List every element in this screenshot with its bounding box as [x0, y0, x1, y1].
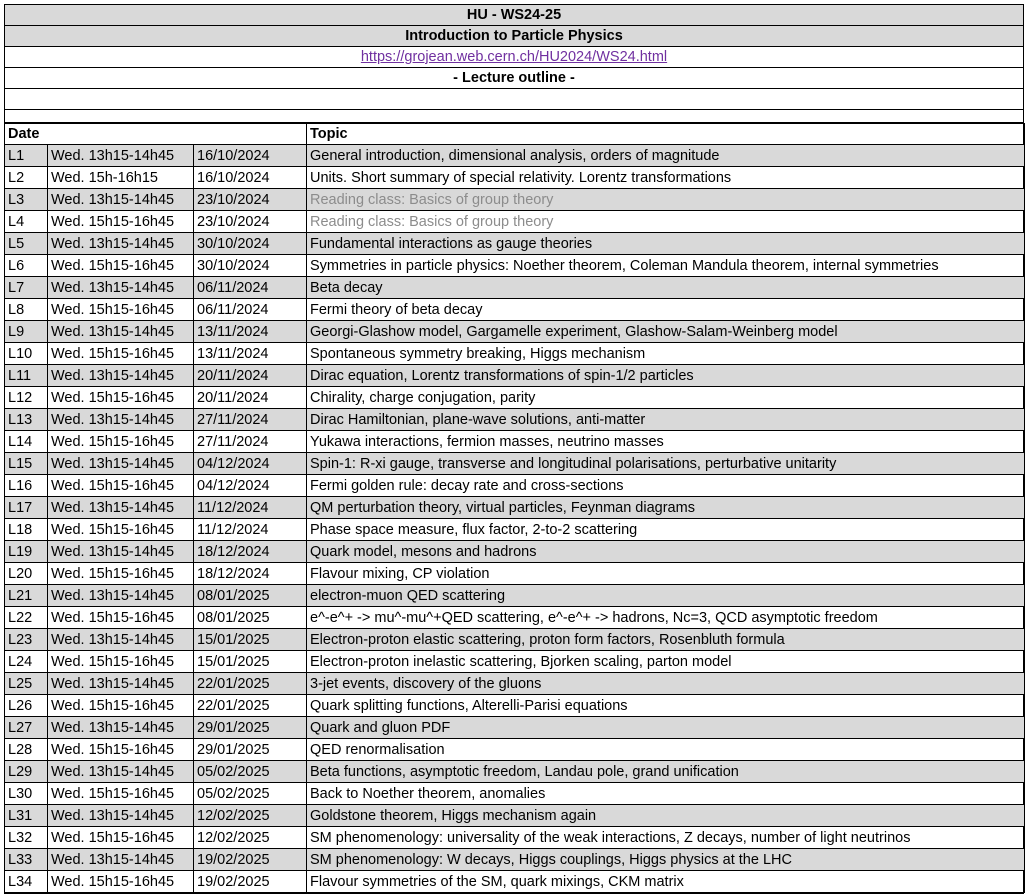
topic-cell: Back to Noether theorem, anomalies: [307, 783, 1025, 805]
date-cell: 16/10/2024: [194, 145, 307, 167]
table-row: [5, 849, 1025, 871]
time-slot-cell: Wed. 13h15-14h45: [48, 497, 194, 519]
lecture-id-cell: L22: [5, 607, 48, 629]
date-cell: 15/01/2025: [194, 629, 307, 651]
time-slot-cell: Wed. 15h15-16h45: [48, 211, 194, 233]
time-slot-cell: Wed. 15h15-16h45: [48, 783, 194, 805]
time-slot-cell: Wed. 13h15-14h45: [48, 145, 194, 167]
topic-cell: Units. Short summary of special relativity. Lorentz transformations: [307, 167, 1025, 189]
time-slot-cell: Wed. 15h15-16h45: [48, 695, 194, 717]
course-link[interactable]: https://grojean.web.cern.ch/HU2024/WS24.html: [360, 49, 668, 65]
topic-cell: Chirality, charge conjugation, parity: [307, 387, 1025, 409]
table-row: [5, 673, 1025, 695]
date-cell: 22/01/2025: [194, 673, 307, 695]
date-cell: 15/01/2025: [194, 651, 307, 673]
time-slot-cell: Wed. 15h15-16h45: [48, 431, 194, 453]
lecture-id-cell: L10: [5, 343, 48, 365]
lecture-id-cell: L3: [5, 189, 48, 211]
date-cell: 20/11/2024: [194, 387, 307, 409]
lecture-id-cell: L1: [5, 145, 48, 167]
table-row: [5, 717, 1025, 739]
lecture-id-cell: L2: [5, 167, 48, 189]
lecture-id-cell: L34: [5, 871, 48, 893]
date-cell: 05/02/2025: [194, 761, 307, 783]
date-cell: 06/11/2024: [194, 299, 307, 321]
topic-cell: Fermi theory of beta decay: [307, 299, 1025, 321]
table-row: [5, 629, 1025, 651]
topic-cell: 3-jet events, discovery of the gluons: [307, 673, 1025, 695]
date-cell: 29/01/2025: [194, 717, 307, 739]
topic-cell: Symmetries in particle physics: Noether theorem, Coleman Mandula theorem, internal symmetries: [307, 255, 1025, 277]
lecture-id-cell: L27: [5, 717, 48, 739]
topic-cell: Spin-1: R-xi gauge, transverse and longitudinal polarisations, perturbative unitarity: [307, 453, 1025, 475]
time-slot-cell: Wed. 13h15-14h45: [48, 629, 194, 651]
topic-cell: Phase space measure, flux factor, 2-to-2 scattering: [307, 519, 1025, 541]
time-slot-cell: Wed. 15h15-16h45: [48, 871, 194, 893]
date-cell: 08/01/2025: [194, 607, 307, 629]
date-cell: 13/11/2024: [194, 321, 307, 343]
table-row: [5, 453, 1025, 475]
lecture-id-cell: L9: [5, 321, 48, 343]
time-slot-cell: Wed. 15h15-16h45: [48, 299, 194, 321]
table-row: [5, 607, 1025, 629]
date-cell: 04/12/2024: [194, 475, 307, 497]
table-row: [5, 211, 1025, 233]
table-row: [5, 783, 1025, 805]
date-cell: 27/11/2024: [194, 409, 307, 431]
topic-cell: Electron-proton inelastic scattering, Bjorken scaling, parton model: [307, 651, 1025, 673]
time-slot-cell: Wed. 13h15-14h45: [48, 717, 194, 739]
date-cell: 27/11/2024: [194, 431, 307, 453]
date-cell: 05/02/2025: [194, 783, 307, 805]
topic-cell: Flavour symmetries of the SM, quark mixings, CKM matrix: [307, 871, 1025, 893]
lecture-id-cell: L25: [5, 673, 48, 695]
time-slot-cell: Wed. 15h15-16h45: [48, 827, 194, 849]
table-row: [5, 519, 1025, 541]
lecture-id-cell: L17: [5, 497, 48, 519]
table-header-row: [5, 124, 1025, 145]
date-cell: 11/12/2024: [194, 497, 307, 519]
date-cell: 06/11/2024: [194, 277, 307, 299]
table-row: [5, 871, 1025, 893]
date-cell: 19/02/2025: [194, 871, 307, 893]
date-cell: 12/02/2025: [194, 805, 307, 827]
time-slot-cell: Wed. 13h15-14h45: [48, 585, 194, 607]
date-column-header: Date: [5, 124, 307, 145]
table-row: [5, 343, 1025, 365]
topic-cell: Dirac Hamiltonian, plane-wave solutions, anti-matter: [307, 409, 1025, 431]
time-slot-cell: Wed. 15h15-16h45: [48, 607, 194, 629]
date-cell: 11/12/2024: [194, 519, 307, 541]
lecture-id-cell: L32: [5, 827, 48, 849]
table-row: [5, 167, 1025, 189]
lecture-id-cell: L12: [5, 387, 48, 409]
time-slot-cell: Wed. 15h15-16h45: [48, 387, 194, 409]
table-row: [5, 541, 1025, 563]
time-slot-cell: Wed. 13h15-14h45: [48, 365, 194, 387]
spacer-row: [5, 89, 1023, 110]
course-code: HU - WS24-25: [5, 5, 1023, 26]
date-cell: 23/10/2024: [194, 189, 307, 211]
table-row: [5, 409, 1025, 431]
topic-cell: Flavour mixing, CP violation: [307, 563, 1025, 585]
lecture-id-cell: L8: [5, 299, 48, 321]
time-slot-cell: Wed. 13h15-14h45: [48, 277, 194, 299]
table-row: [5, 321, 1025, 343]
time-slot-cell: Wed. 15h15-16h45: [48, 475, 194, 497]
lecture-id-cell: L20: [5, 563, 48, 585]
lecture-id-cell: L14: [5, 431, 48, 453]
lecture-table: [4, 123, 1025, 893]
topic-cell: Goldstone theorem, Higgs mechanism again: [307, 805, 1025, 827]
date-cell: 23/10/2024: [194, 211, 307, 233]
table-row: [5, 739, 1025, 761]
date-cell: 12/02/2025: [194, 827, 307, 849]
topic-cell: Beta decay: [307, 277, 1025, 299]
table-row: [5, 299, 1025, 321]
time-slot-cell: Wed. 13h15-14h45: [48, 321, 194, 343]
lecture-id-cell: L4: [5, 211, 48, 233]
topic-cell: Quark model, mesons and hadrons: [307, 541, 1025, 563]
time-slot-cell: Wed. 13h15-14h45: [48, 805, 194, 827]
table-row: [5, 651, 1025, 673]
table-row: [5, 233, 1025, 255]
topic-cell: Reading class: Basics of group theory: [307, 189, 1025, 211]
topic-cell: QED renormalisation: [307, 739, 1025, 761]
time-slot-cell: Wed. 15h-16h15: [48, 167, 194, 189]
topic-cell: Quark and gluon PDF: [307, 717, 1025, 739]
lecture-id-cell: L5: [5, 233, 48, 255]
topic-cell: Quark splitting functions, Alterelli-Parisi equations: [307, 695, 1025, 717]
time-slot-cell: Wed. 15h15-16h45: [48, 739, 194, 761]
lecture-id-cell: L28: [5, 739, 48, 761]
time-slot-cell: Wed. 13h15-14h45: [48, 849, 194, 871]
topic-cell: Georgi-Glashow model, Gargamelle experiment, Glashow-Salam-Weinberg model: [307, 321, 1025, 343]
time-slot-cell: Wed. 13h15-14h45: [48, 409, 194, 431]
lecture-id-cell: L6: [5, 255, 48, 277]
lecture-id-cell: L7: [5, 277, 48, 299]
table-row: [5, 827, 1025, 849]
time-slot-cell: Wed. 13h15-14h45: [48, 233, 194, 255]
time-slot-cell: Wed. 13h15-14h45: [48, 189, 194, 211]
table-row: [5, 365, 1025, 387]
topic-cell: electron-muon QED scattering: [307, 585, 1025, 607]
time-slot-cell: Wed. 15h15-16h45: [48, 651, 194, 673]
topic-cell: General introduction, dimensional analysis, orders of magnitude: [307, 145, 1025, 167]
topic-cell: Reading class: Basics of group theory: [307, 211, 1025, 233]
lecture-id-cell: L30: [5, 783, 48, 805]
date-cell: 18/12/2024: [194, 541, 307, 563]
date-cell: 29/01/2025: [194, 739, 307, 761]
lecture-id-cell: L11: [5, 365, 48, 387]
time-slot-cell: Wed. 13h15-14h45: [48, 761, 194, 783]
topic-column-header: Topic: [307, 124, 1025, 145]
topic-cell: Fundamental interactions as gauge theories: [307, 233, 1025, 255]
outline-heading: - Lecture outline -: [5, 68, 1023, 89]
course-link-row: [5, 47, 1023, 68]
lecture-id-cell: L31: [5, 805, 48, 827]
lecture-table-body: [5, 145, 1025, 893]
topic-cell: Beta functions, asymptotic freedom, Landau pole, grand unification: [307, 761, 1025, 783]
lecture-sheet: [4, 4, 1024, 894]
table-row: [5, 497, 1025, 519]
date-cell: 19/02/2025: [194, 849, 307, 871]
topic-cell: SM phenomenology: W decays, Higgs couplings, Higgs physics at the LHC: [307, 849, 1025, 871]
course-title: Introduction to Particle Physics: [5, 26, 1023, 47]
time-slot-cell: Wed. 15h15-16h45: [48, 255, 194, 277]
lecture-id-cell: L18: [5, 519, 48, 541]
table-row: [5, 695, 1025, 717]
table-row: [5, 563, 1025, 585]
time-slot-cell: Wed. 13h15-14h45: [48, 673, 194, 695]
date-cell: 13/11/2024: [194, 343, 307, 365]
table-row: [5, 805, 1025, 827]
date-cell: 18/12/2024: [194, 563, 307, 585]
lecture-id-cell: L33: [5, 849, 48, 871]
topic-cell: Spontaneous symmetry breaking, Higgs mechanism: [307, 343, 1025, 365]
topic-cell: Electron-proton elastic scattering, proton form factors, Rosenbluth formula: [307, 629, 1025, 651]
table-row: [5, 255, 1025, 277]
blank-row: [5, 110, 1023, 123]
time-slot-cell: Wed. 15h15-16h45: [48, 563, 194, 585]
table-row: [5, 585, 1025, 607]
topic-cell: QM perturbation theory, virtual particles, Feynman diagrams: [307, 497, 1025, 519]
topic-cell: e^-e^+ -> mu^-mu^+QED scattering, e^-e^+ -> hadrons, Nc=3, QCD asymptotic freedom: [307, 607, 1025, 629]
table-row: [5, 277, 1025, 299]
lecture-id-cell: L23: [5, 629, 48, 651]
lecture-id-cell: L21: [5, 585, 48, 607]
date-cell: 20/11/2024: [194, 365, 307, 387]
lecture-id-cell: L29: [5, 761, 48, 783]
date-cell: 22/01/2025: [194, 695, 307, 717]
lecture-id-cell: L16: [5, 475, 48, 497]
time-slot-cell: Wed. 15h15-16h45: [48, 519, 194, 541]
topic-cell: Yukawa interactions, fermion masses, neutrino masses: [307, 431, 1025, 453]
lecture-id-cell: L19: [5, 541, 48, 563]
lecture-id-cell: L26: [5, 695, 48, 717]
table-row: [5, 475, 1025, 497]
lecture-id-cell: L24: [5, 651, 48, 673]
time-slot-cell: Wed. 13h15-14h45: [48, 541, 194, 563]
table-row: [5, 431, 1025, 453]
date-cell: 08/01/2025: [194, 585, 307, 607]
table-row: [5, 189, 1025, 211]
date-cell: 30/10/2024: [194, 255, 307, 277]
time-slot-cell: Wed. 15h15-16h45: [48, 343, 194, 365]
lecture-id-cell: L13: [5, 409, 48, 431]
lecture-id-cell: L15: [5, 453, 48, 475]
date-cell: 30/10/2024: [194, 233, 307, 255]
table-row: [5, 761, 1025, 783]
time-slot-cell: Wed. 13h15-14h45: [48, 453, 194, 475]
date-cell: 16/10/2024: [194, 167, 307, 189]
table-row: [5, 145, 1025, 167]
topic-cell: Dirac equation, Lorentz transformations of spin-1/2 particles: [307, 365, 1025, 387]
table-row: [5, 387, 1025, 409]
topic-cell: Fermi golden rule: decay rate and cross-sections: [307, 475, 1025, 497]
topic-cell: SM phenomenology: universality of the weak interactions, Z decays, number of light neutrinos: [307, 827, 1025, 849]
date-cell: 04/12/2024: [194, 453, 307, 475]
